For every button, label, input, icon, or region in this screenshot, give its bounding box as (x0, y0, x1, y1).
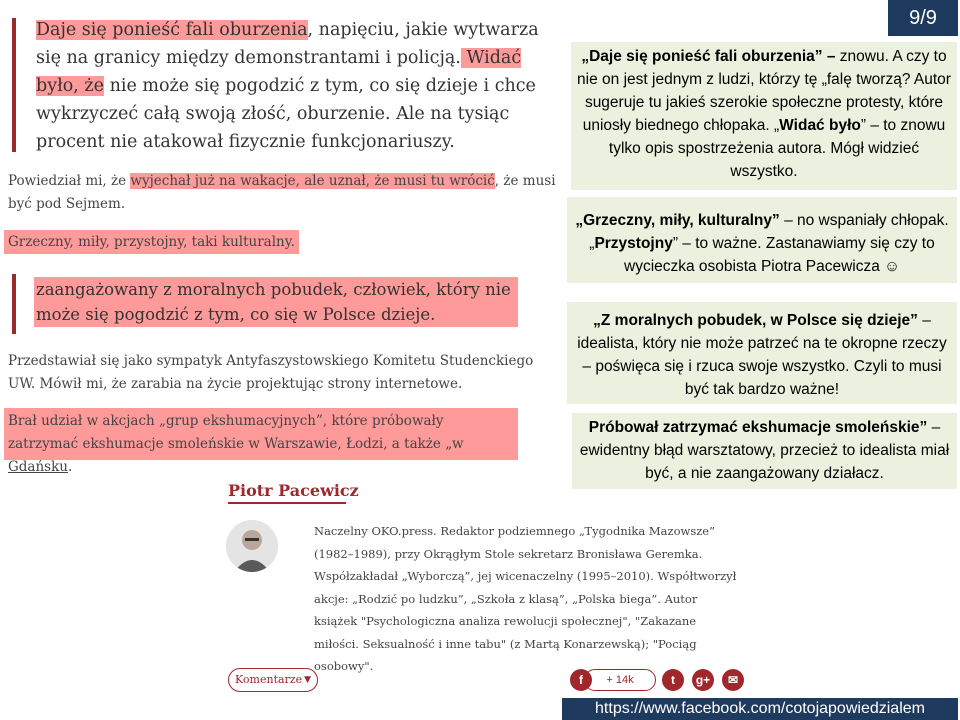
paragraph-1: Powiedział mi, że wyjechał już na wakacje, ale uznał, że musi tu wrócić, że musi być pod Sejmem. (8, 173, 556, 212)
comment-note-4: Próbował zatrzymać ekshumacje smoleńskie” – ewidentny błąd warsztatowy, przecież to idealista miał być, a nie zaangażowany działacz. (572, 413, 957, 489)
paragraph-3: Przedstawiał się jako sympatyk Antyfaszystowskiego Komitetu Studenckiego UW. Mówił mi, że zarabia na życie projektując strony internetowe. (8, 353, 534, 392)
author-name[interactable]: Piotr Pacewicz (228, 481, 359, 500)
facebook-icon[interactable]: f (570, 669, 592, 691)
page-number-badge: 9/9 (888, 0, 958, 36)
author-underline (228, 502, 346, 504)
share-count[interactable]: + 14k (584, 669, 656, 691)
highlight: wyjechał już na wakacje, ale uznał, że musi tu wrócić (130, 173, 495, 189)
twitter-icon[interactable]: t (662, 669, 684, 691)
paragraph-4: Brał udział w akcjach „grup ekshumacyjnych”, które próbowały zatrzymać ekshumacje smoleńskie w Warszawie, Łodzi, a także „w Gdańsku. (8, 413, 464, 475)
paragraph-2: Grzeczny, miły, przystojny, taki kulturalny. (8, 234, 295, 250)
google-plus-icon[interactable]: g+ (692, 669, 714, 691)
comment-note-3: „Z moralnych pobudek, w Polsce się dzieje” – idealista, który nie może patrzeć na te okropne rzeczy – poświęca się i rzuca swoje wszystko. Czyli to musi być tak bardzo ważne! (567, 302, 957, 404)
comments-button[interactable]: Komentarze ▼ (228, 668, 318, 692)
blockquote-2: zaangażowany z moralnych pobudek, człowiek, który nie może się pogodzić z tym, co się w Polsce dzieje. (36, 280, 511, 324)
blockquote-1: Daje się ponieść fali oburzenia, napięciu, jakie wytwarza się na granicy między demonstrantami i policją. Widać było, że nie może się pogodzić z tym, co się dzieje i chce wykrzyczeć całą swoją złość, oburzenie. Ale na tysiąc procent nie atakował fizycznie funkcjonariuszy. (36, 20, 539, 152)
mail-icon[interactable]: ✉ (722, 669, 744, 691)
quote-bar (12, 18, 16, 152)
gdansk-link[interactable]: Gdańsku (8, 459, 68, 475)
highlight: Widać było, że (36, 48, 522, 96)
author-bio: Naczelny OKO.press. Redaktor podziemnego „Tygodnika Mazowsze” (1982–1989), przy Okrągłym Stole sekretarz Bronisława Geremka. Współzakładał „Wyborczą”, jej wicenaczelny (1995–2010). Współtworzył akcje: „Rodzić po ludzku”, „Szkoła z klasą”, „Polska biega”. Autor książek "Psychologiczna analiza rewolucji społecznej", "Zakazane miłości. Seksualność i inne tabu" (z Martą Konarzewską); "Pociąg osobowy". (314, 524, 737, 673)
comment-note-1: „Daje się ponieść fali oburzenia” – znowu. A czy to nie on jest jednym z ludzi, którzy tę „falę tworzą? Autor sugeruje tu jakieś szerokie społeczne protesty, które uniosły biednego chłopaka. „Widać było” – to znowu tylko opis spostrzeżenia autora. Mógł widzieć wszystko. (571, 42, 957, 190)
avatar (226, 520, 278, 572)
footer-url[interactable]: https://www.facebook.com/cotojapowiedzialem (562, 698, 958, 720)
quote-bar (12, 274, 16, 334)
comment-note-2: „Grzeczny, miły, kulturalny” – no wspaniały chłopak. „Przystojny” – to ważne. Zastanawiamy się czy to wycieczka osobista Piotra Pacewicza ☺ (567, 197, 957, 283)
chevron-down-icon: ▼ (304, 675, 311, 685)
highlight: Daje się ponieść fali oburzenia (36, 20, 308, 40)
